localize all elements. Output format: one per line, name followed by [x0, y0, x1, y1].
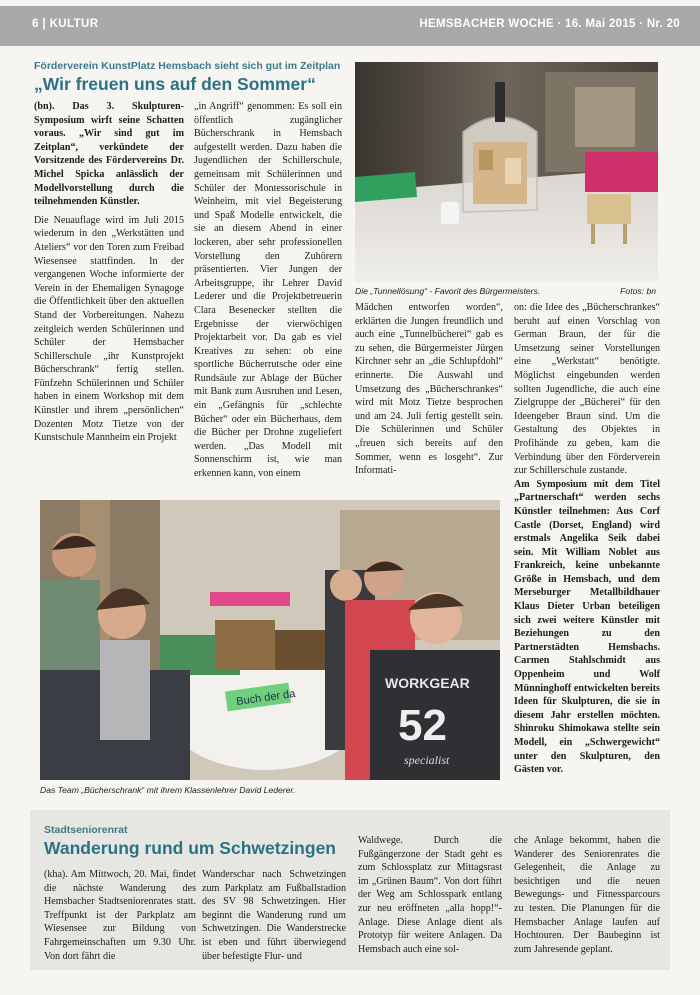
article1-column-2 — [194, 100, 342, 490]
article1-column-4 — [514, 301, 660, 801]
shirt-text-2: 52 — [398, 701, 447, 750]
article2-column-2 — [202, 868, 346, 968]
shirt-text-3: specialist — [404, 753, 450, 767]
article2-title: Wanderung rund um Schwetzingen — [44, 838, 336, 858]
article1-column-3 — [355, 301, 503, 491]
article1-col4-top: on: die Idee des „Bücherschrankes“ beruht auf einen Vorschlag von German Braun, der für die Umsetzung seiner Vorstellungen eine „Werkstatt“ benötigte. Möglichst eingebunden werden sollten Jugendliche, die auch eine Zielgruppe der „Bücherei“ für den Ideengeber Braun sind. Um die Gestaltung des Objektes in Profihände zu geben, kam die Verbindung über den Förderverein zur Schillerschule zustande. — [514, 302, 660, 477]
article2-col3: Waldwege. Durch die Fußgängerzone der Stadt geht es zum Schlossplatz zur Mittagsrast im „Grünen Baum“. Von dort führt der Weg am Schlosspark entlang zur neu eröffneten „alla hopp!“-Anlage. Diese Anlage dient als Prototyp für weitere Anlagen. Da Hemsbach auch eine sol- — [358, 835, 502, 955]
article1-col4-bold: Am Symposium mit dem Titel „Partnerschaft“ werden sechs Künstler teilnehmen: Aus Corf Castle (Dorset, England) wird erstmals Angelika Seik dabei sein. Mit William Noblet aus Frankreich, keine unbekannte Größe in Hemsbach, und dem Merseburger Metallbildhauer Klaus Dieter Urban beteiligen sich zwei weitere Künstler mit Beziehungen zu den Partnerstädten Hemsbachs. Carmen Stahlschmidt aus Oppenheim und Wolf Münninghoff entwickelten bereits Ideen für Skulpturen, die sie in diesem Jahr erstellen möchten. Shinroku Shimokawa stellte sein Modell, ein „Schwergewicht“ unter den Skulpturen, den Gästen vor. — [514, 478, 660, 776]
photo1-credit: Fotos: bn — [620, 286, 656, 296]
section-label: 6 | KULTUR — [32, 18, 99, 30]
article1-title: „Wir freuen uns auf den Sommer“ — [34, 74, 316, 94]
photo-tunnel-model — [355, 62, 658, 282]
photo2-caption: Das Team „Bücherschrank“ mit ihrem Klassenlehrer David Lederer. — [40, 785, 296, 795]
article1-lead: (bn). Das 3. Skulpturen-Symposium wirft seine Schatten voraus. „Wir sind gut im Zeitplan“, verkündete der Vorsitzende des Fördervereins Dr. Michel Spicka anlässlich der Modellvorstellung durch die teilnehmenden Künstler. — [34, 101, 184, 208]
page-header — [0, 6, 700, 46]
article2-col2: Wanderschar nach Schwetzingen zum Parkplatz am Fußballstadion des SV 98 Schwetzingen. Hier beginnt die Wanderung rund um Schwetzingen. Die Wanderstrecke ist eben und führt überwiegend über befestigte Flur- und — [202, 869, 346, 962]
photo-team — [40, 500, 500, 780]
tunnel-model-image — [355, 62, 658, 282]
article1-col1-body: Die Neuauflage wird im Juli 2015 wiederum in den „Werkstätten und Ateliers“ vor den Toren zum Freibad Wiesensee stattfinden. In der vergangenen Woche informierte der Verein in der Ehemaligen Synagoge die Öffentlichkeit über den aktuellen Stand der Vorbereitungen. Nahezu zeitgleich werden Schülerinnen und Schüler der Hemsbacher Schillerschule „ihr Kunstprojekt Bücherschrank“ fertig stellen. Fünfzehn Schülerinnen und Schüler haben in einem Workshop mit dem Künstler und ihrem „persönlichen“ Dozenten Motz Tietze von der Kunstschule Mannheim ein Projekt — [34, 214, 184, 444]
issue-label: HEMSBACHER WOCHE · 16. Mai 2015 · Nr. 20 — [419, 18, 680, 30]
team-photo-image — [40, 500, 500, 780]
article1-col3-body: Mädchen entworfen worden“, erklärten die Jungen freundlich und auch eine „Tunnelbücherei“ gab es zu sehen, die Bürgermeister Jürgen Kirchner sehr an „die Schlupfdohl“ erinnerte. Die Auswahl und Umsetzung des „Bücherschrankes“ wird mit Motz Tietze besprochen und am 24. Juli fertig gestellt sein. Die Schülerinnen und Schüler „freuen sich bereits auf den Sommer, wenn es losgeht“. Zur Informati- — [355, 302, 503, 477]
article1-kicker: Förderverein KunstPlatz Hemsbach sieht sich gut im Zeitplan — [34, 60, 341, 72]
article2-column-1 — [44, 868, 196, 968]
article1-col2-body: „in Angriff“ genommen: Es soll ein öffentlich zugänglicher Bücherschrank in Hemsbach aufgestellt werden. Dazu haben die Jugendlichen der Schillerschule, gemeinsam mit Schülerinnen und Schüler der Montessorischule in Weinheim, mit viel Begeisterung und Spaß Modelle entwickelt, die sie an diesem Abend in einer lockeren, aber sehr professionellen Vorstellung den Zuhörern präsentierten. Vier Jungen der Arbeitsgruppe, ihr Lehrer David Lederer und die Projektbetreuerin Clara Besenecker stellten die Ergebnisse der vierwöchigen Projektarbeit vor. Da gab es viel Kreatives zu sehen: ob eine sportliche Bücherrutsche oder eine Rundsäule zur Ablage der Bücher mit Bank zum Ausruhen und Lesen, ein „Gefängnis für „schlechte Bücher“ oder ein Bücherhaus, dem die Bücher per Drohne zugeliefert werden. „Das Modell mit Sonnenschirm ist, wie man erkennen kann, von einem — [194, 101, 342, 480]
article2-kicker: Stadtseniorenrat — [44, 824, 128, 836]
article2-column-3 — [358, 834, 502, 968]
photo1-caption: Die „Tunnellösung“ - Favorit des Bürgermeisters. — [355, 286, 541, 296]
article2-col4: che Anlage bekommt, haben die Wanderer des Seniorenrates die Gelegenheit, die Anlage zu besichtigen und die neuen Bewegungs- und Fitnessparcours zu testen. Die Planungen für die Hemsbacher Anlage laufen auf Hochtouren. Der Baubeginn ist zum Jahresende geplant. — [514, 835, 660, 955]
article2-column-4 — [514, 834, 660, 968]
shirt-text-1: WORKGEAR — [385, 675, 470, 691]
sign-text: Buch der da — [235, 687, 297, 708]
article1-column-1 — [34, 100, 184, 490]
article2-col1: (kha). Am Mittwoch, 20. Mai, findet die nächste Wanderung des Hemsbacher Stadtseniorenrates statt. Treffpunkt ist der Parkplatz am Wiesensee zur Bildung von Fahrgemeinschaften um 9.30 Uhr. Von dort fährt die — [44, 869, 196, 962]
